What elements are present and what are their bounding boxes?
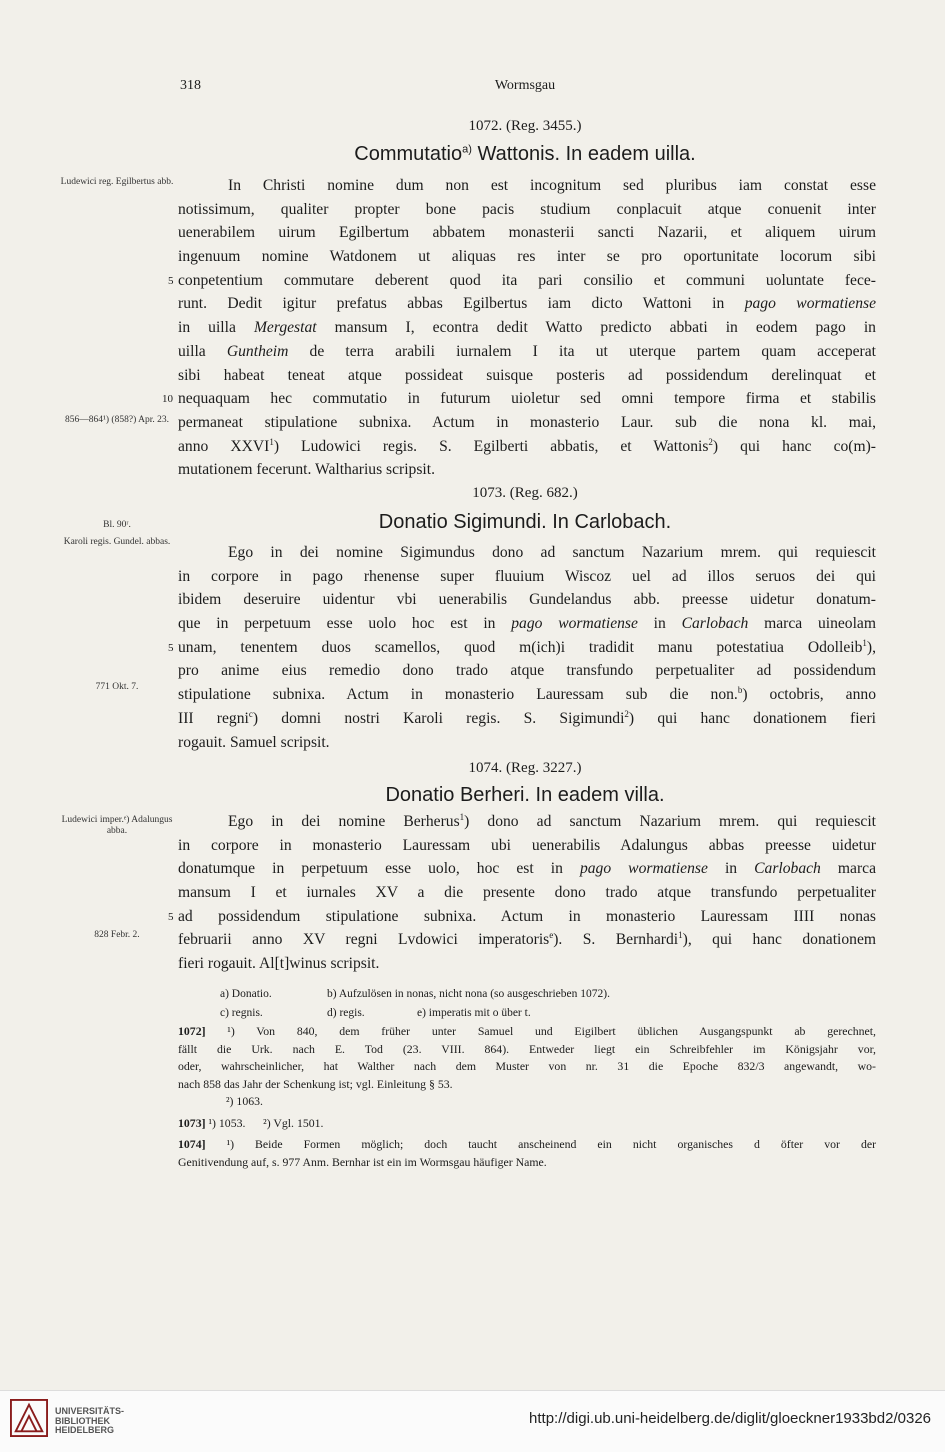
margin-note: 771 Okt. 7.: [95, 682, 139, 692]
footnotes: 1072] ¹) Von 840, dem früher unter Samuel und Eigilbert üblichen Ausgangspunkt ab gerechnet, fällt die Urk. nach E. Tod (23. VIII. 864). Entweder liegt ein Schreibfehler im Königsjahr vor, oder, wahrscheinlicher, hat Walther nach dem Muster von nr. 31 die Epoche 832/3 angewandt, wo- nach 858 das Jahr der Schenkung ist; vgl. Einleitung § 53. ²) 1063. 1073] ¹) 1053. ²) Vgl. 1501. 1074] ¹) Beide Formen möglich; doch taucht anscheinend ein nicht organisches d öfter vor der Genitivendung auf, s. 977 Anm. Bernhar ist ein im Wormsgau häufiger Name.: [178, 1024, 877, 1169]
margin-note: 828 Febr. 2.: [94, 930, 140, 940]
footnote-label: 1072]: [178, 1024, 206, 1038]
charter-text: Ego in dei nomine Sigimundus dono ad sanctum Nazarium mrem. qui requiescit in corpore in pago rhenense super fluuium Wiscoz uel ad illos seruos dei qui ibidem deseruire uidentur vbi uenerabilis Gundelandus abb. preesse uidetur donatum- que in perpetuum esse uolo hoc est in pago wormatiense in Carlobach marca uineolam 5 unam, tenentem duos scamellos, quod m(ich)i tradidit manu potestatiua Odolleib$^1$), pro anime eius remedio dono trado atque transfundo perpetualiter ad possidendum stipulatione subnixa. Actum in monasterio Lauressam sub die non.$^b$) octobris, anno III regni$^c$) domni nostri Karoli regis. S. Sigimundi$^2$) qui hanc donationem fieri rogauit. Samuel scripsit.: [168, 544, 876, 751]
entry-title: Commutatio$^{a)}$ Wattonis. In eadem uilla.: [354, 143, 696, 165]
entry-title: Donatio Berheri. In eadem villa.: [385, 784, 665, 806]
library-name: UNIVERSITÄTS- BIBLIOTHEK HEIDELBERG: [55, 1406, 125, 1435]
entry-number: 1072. (Reg. 3455.): [468, 118, 582, 134]
library-logo-icon: [10, 1399, 48, 1437]
running-title: Wormsgau: [494, 78, 556, 93]
permalink-url[interactable]: http://digi.ub.uni-heidelberg.de/diglit/gloeckner1933bd2/0326: [529, 1410, 931, 1427]
entry-number: 1073. (Reg. 682.): [472, 485, 578, 501]
page-number: 318: [180, 78, 201, 93]
line-number: 5: [168, 274, 174, 287]
margin-note: 856—864¹) (858?) Apr. 23.: [65, 415, 169, 425]
margin-note: Karoli regis. Gundel. abbas.: [63, 537, 171, 547]
line-number: 5: [168, 910, 174, 923]
margin-note: Ludewici reg. Egilbertus abb.: [60, 177, 174, 187]
footnote-label: 1074]: [178, 1137, 206, 1151]
margin-note: Ludewici imper.ᵉ) Adalungus abba.: [61, 815, 173, 836]
margin-note: Bl. 90ʳ.: [103, 520, 131, 530]
critical-note-c: c) regnis.: [220, 1007, 263, 1019]
critical-note-b: b) Aufzulösen in nonas, nicht nona (so ausgeschrieben 1072).: [327, 988, 610, 1000]
viewer-footer: [0, 1390, 945, 1452]
critical-note-d: d) regis.: [327, 1007, 365, 1019]
charter-text: Ego in dei nomine Berherus$^1$) dono ad sanctum Nazarium mrem. qui requiescit in corpore in monasterio Lauressam ubi uenerabilis Adalungus abbas preesse uidetur donatumque in perpetuum esse uolo, hoc est in pago wormatiense in Carlobach marca mansum I et iurnales XV a die presente dono trado atque transfundo perpetualiter 5 ad possidendum stipulatione subnixa. Actum in monasterio Lauressam IIII nonas februarii anno XV regni Lvdowici imperatoris$^e$). S. Bernhardi$^1$), qui hanc donationem fieri rogauit. Al[t]winus scripsit.: [168, 811, 877, 973]
charter-text: In Christi nomine dum non est incognitum sed pluribus iam constat esse notissimum, qualiter propter bone pacis studium conplacuit atque conuenit inter uenerabilem uirum Egilbertum abbatem monasterii sancti Nazarii, et aliquem uirum ingenuum nomine Watdonem ut aliquas res inter se pro oportunitate locorum sibi 5 conpetentium commutare deberent quod ita pari consilio et communi uoluntate fece- runt. Dedit igitur prefatus abbas Egilbertus iam dicto Wattoni in pago wormatiense in uilla Mergestat mansum I, econtra dedit Watto predicto abbati in eodem pago in uilla Guntheim de terra arabili iurnalem I ita ut uterque partem quam acceperat sibi habeat teneat atque possideat suisque posteris ad possidendum derelinquat et 10 nequaquam hec commutatio in futurum uioletur sed omni tempore firma et stabilis permaneat stipulatione subnixa. Actum in monasterio Laur. sub die nona kl. mai, anno XXVI$^1$) Ludowici regis. S. Egilberti abbatis, et Wattonis$^2$) qui hanc co(m)- mutationem fecerunt. Waltharius scripsit.: [162, 177, 876, 479]
entry-number: 1074. (Reg. 3227.): [468, 760, 582, 776]
critical-note-e: e) imperatis mit o über t.: [417, 1007, 531, 1019]
line-number: 5: [168, 641, 174, 654]
critical-note-a: a) Donatio.: [220, 988, 272, 1000]
line-number: 10: [162, 393, 173, 406]
entry-title: Donatio Sigimundi. In Carlobach.: [378, 511, 672, 533]
footnote-label: 1073]: [178, 1115, 206, 1130]
